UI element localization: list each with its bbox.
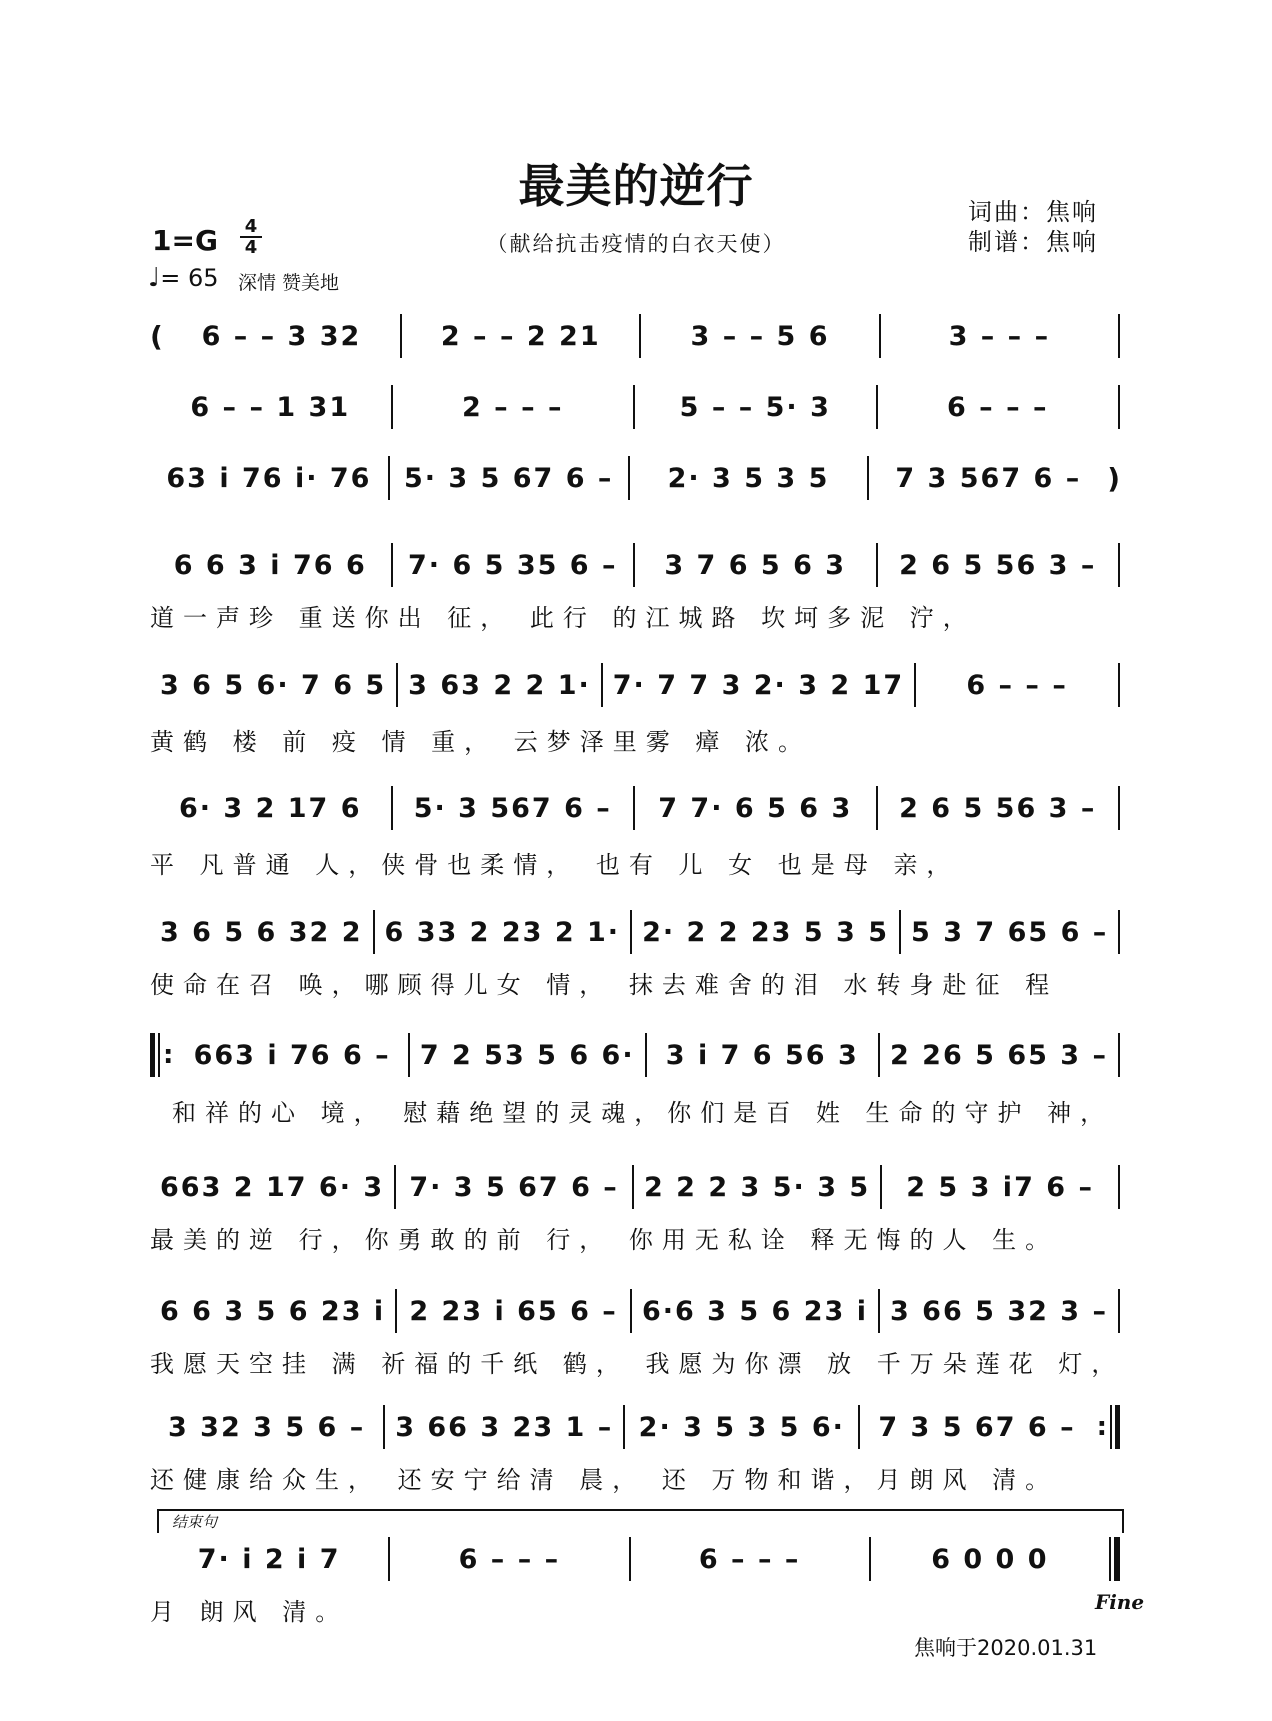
measure: 2 23 i 65 6 – (409, 1295, 618, 1327)
intro-close-paren: ) (1107, 461, 1120, 495)
measure: 3 6 5 6 32 2 (160, 916, 363, 948)
staff-row-9 (150, 1165, 1120, 1209)
measure: 3 66 5 32 3 – (889, 1295, 1108, 1327)
measure: 2 5 3 i7 6 – (906, 1171, 1094, 1203)
measure: 5 – – 5· 3 (679, 391, 831, 423)
measure: 7· 3 5 67 6 – (409, 1171, 619, 1203)
measure: 5· 3 567 6 – (413, 792, 612, 824)
measure: 63 i 76 i· 76 (166, 462, 372, 494)
measure: 7 3 5 67 6 – (878, 1411, 1076, 1443)
measure: 6 33 2 23 2 1· (384, 916, 621, 948)
song-subtitle: （献给抗击疫情的白衣天使） (486, 232, 786, 256)
measure: 2· 3 5 3 5 6· (638, 1411, 845, 1443)
staff-row-7 (150, 910, 1120, 954)
lyrics-music-credit: 词曲：焦响 (968, 198, 1098, 226)
lyric-line-1: 道一声珍 重送你出 征， 此行 的江城路 坎坷多泥 泞， (150, 604, 976, 632)
measure: 3 i 7 6 56 3 (665, 1039, 859, 1071)
staff-row-6 (150, 786, 1120, 830)
staff-row-5 (150, 663, 1120, 707)
measure: 6 – – 3 32 (201, 320, 362, 352)
ending-bracket (157, 1509, 1124, 1533)
measure: 2 6 5 56 3 – (899, 549, 1097, 581)
measure: 6 – – – (698, 1543, 801, 1575)
measure: 6 6 3 5 6 23 i (160, 1295, 386, 1327)
staff-row-8 (150, 1033, 1120, 1077)
intro-open-paren: ( (150, 319, 163, 353)
tempo-value: = 65 (160, 264, 219, 292)
measure: 2· 2 2 23 5 3 5 (642, 916, 890, 948)
measure: 3 7 6 5 6 3 (664, 549, 847, 581)
measure: 7 3 567 6 – (895, 462, 1082, 494)
song-title: 最美的逆行 (518, 159, 754, 213)
staff-row-11 (150, 1405, 1120, 1449)
ending-label: 结束句 (172, 1513, 218, 1531)
measure: 3 32 3 5 6 – (167, 1411, 366, 1443)
lyric-line-2: 黄鹤 楼 前 疫 情 重， 云梦泽里雾 瘴 浓。 (150, 728, 812, 756)
staff-row-12 (150, 1537, 1120, 1581)
measure: 6·6 3 5 6 23 i (641, 1295, 868, 1327)
repeat-end-sign: : (1094, 1405, 1120, 1449)
measure: 2· 3 5 3 5 (667, 462, 830, 494)
measure: 2 2 2 3 5· 3 5 (644, 1171, 871, 1203)
lyric-line-6: 最美的逆 行，你勇敢的前 行， 你用无私诠 释无悔的人 生。 (150, 1226, 1059, 1254)
measure: 663 i 76 6 – (193, 1039, 391, 1071)
measure: 7· 7 7 3 2· 3 2 17 (612, 669, 905, 701)
time-signature-top: 4 (244, 216, 258, 237)
measure: 5· 3 5 67 6 – (403, 462, 614, 494)
time-signature-bottom: 4 (244, 237, 258, 258)
staff-row-10 (150, 1289, 1120, 1333)
measure: 7· 6 5 35 6 – (408, 549, 618, 581)
measure: 3 – – 5 6 (690, 320, 830, 352)
staff-row-2 (150, 385, 1120, 429)
composer-signature: 焦响于2020.01.31 (914, 1636, 1098, 1660)
lyric-line-9: 月 朗风 清。 (150, 1598, 349, 1626)
fine-marking: Fine (1095, 1590, 1145, 1614)
measure: 6 6 3 i 76 6 (173, 549, 367, 581)
quarter-note-icon: ♩ (148, 263, 161, 293)
measure: 6 – – – (458, 1543, 561, 1575)
time-signature (238, 218, 264, 256)
lyric-line-8: 还健康给众生， 还安宁给清 晨， 还 万物和谐，月朗风 清。 (150, 1466, 1059, 1494)
measure: 2 6 5 56 3 – (899, 792, 1097, 824)
measure: 6 – – – (966, 669, 1068, 701)
lyric-line-4: 使命在召 唤，哪顾得儿女 情， 抹去难舍的泪 水转身赴征 程 (150, 971, 1059, 999)
final-barline (1109, 1537, 1120, 1581)
measure: 5 3 7 65 6 – (911, 916, 1109, 948)
measure: 6 – – – (947, 391, 1049, 423)
notation-credit: 制谱：焦响 (968, 228, 1098, 256)
measure: 7 2 53 5 6 6· (419, 1039, 635, 1071)
measure: 7 7· 6 5 6 3 (658, 792, 853, 824)
measure: 2 – – 2 21 (440, 320, 601, 352)
expression-marking: 深情 赞美地 (238, 272, 340, 294)
staff-row-1 (150, 314, 1120, 358)
staff-row-3 (150, 456, 1120, 500)
measure: 2 – – – (462, 391, 564, 423)
measure: 3 6 5 6· 7 6 5 (160, 669, 387, 701)
lyric-line-3: 平 凡普通 人，侠骨也柔情， 也有 儿 女 也是母 亲， (150, 851, 960, 879)
measure: 2 26 5 65 3 – (889, 1039, 1108, 1071)
measure: 7· i 2 i 7 (197, 1543, 341, 1575)
lyric-line-5: 和祥的心 境， 慰藉绝望的灵魂，你们是百 姓 生命的守护 神， (172, 1099, 1114, 1127)
measure: 6 0 0 0 (931, 1543, 1049, 1575)
lyric-line-7: 我愿天空挂 满 祈福的千纸 鹤， 我愿为你漂 放 千万朵莲花 灯， (150, 1350, 1125, 1378)
key-signature: 1=G (152, 224, 218, 257)
measure: 663 2 17 6· 3 (160, 1171, 385, 1203)
staff-row-4 (150, 543, 1120, 587)
measure: 3 – – – (948, 320, 1051, 352)
measure: 6 – – 1 31 (190, 391, 351, 423)
measure: 3 63 2 2 1· (408, 669, 591, 701)
measure: 6· 3 2 17 6 (178, 792, 362, 824)
repeat-start-sign: : (150, 1033, 176, 1077)
tempo-marking (148, 263, 219, 293)
measure: 3 66 3 23 1 – (395, 1411, 614, 1443)
